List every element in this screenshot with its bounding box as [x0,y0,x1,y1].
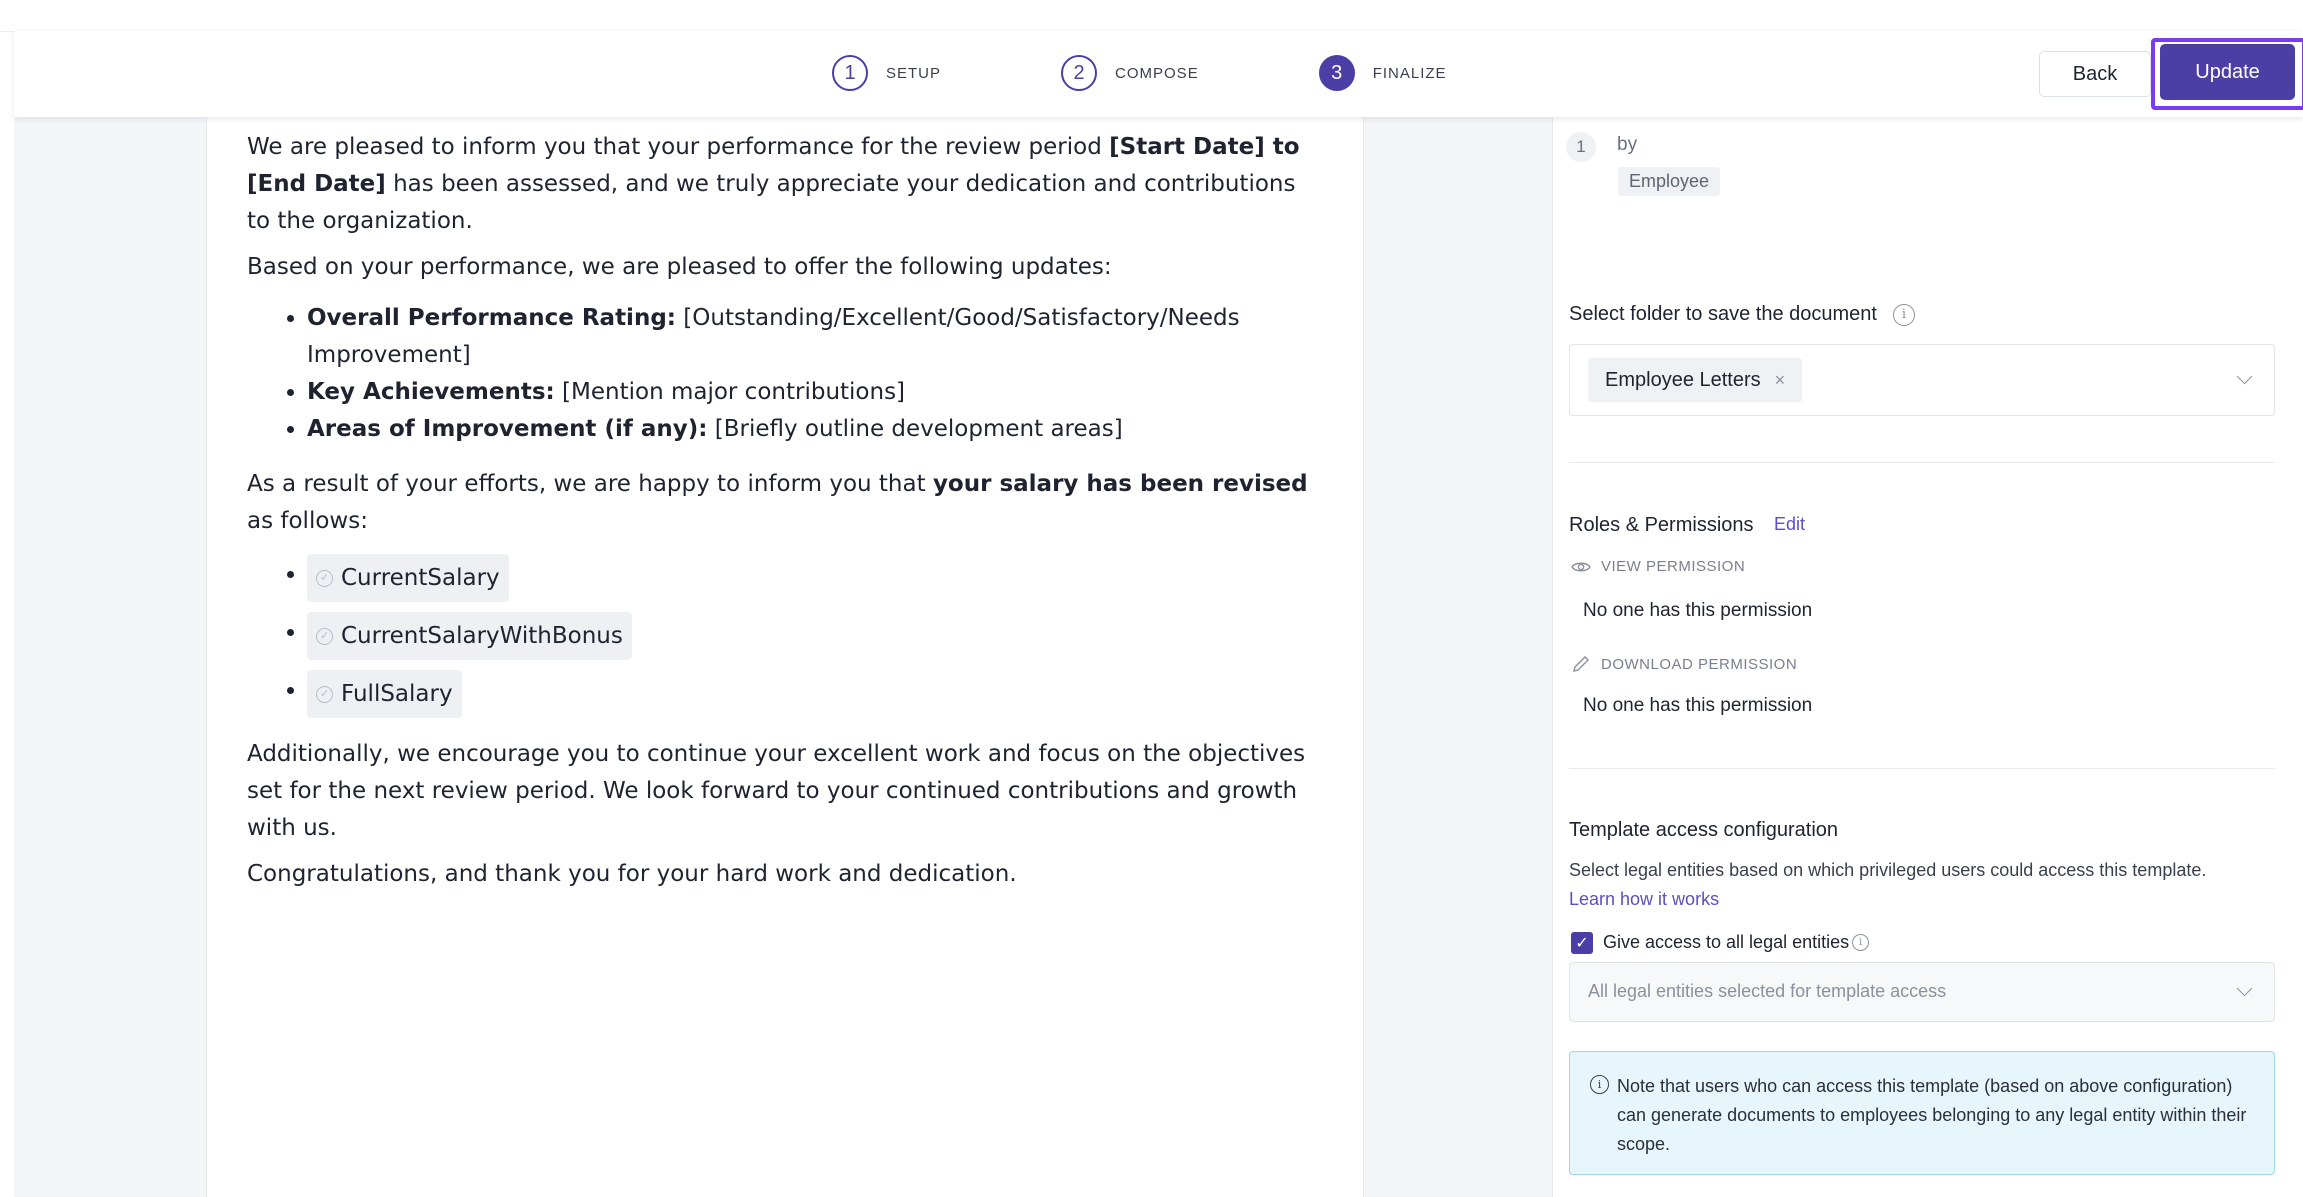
wizard-header [14,31,2303,117]
variable-chip-current-salary[interactable]: • ✓ CurrentSalary [307,554,509,602]
step-number: 2 [1061,55,1097,91]
divider [1569,768,2275,769]
list-item [307,554,1317,602]
legal-entities-placeholder: All legal entities selected for template access [1588,981,1947,1001]
signer-order-number: 1 [1566,132,1596,162]
folder-section-header [1569,303,1915,326]
check-circle-icon: • ✓ [316,628,333,645]
stepper [832,55,1447,91]
eye-icon [1571,560,1591,574]
step-number: 1 [832,55,868,91]
download-permission-value: No one has this permission [1583,695,1813,716]
learn-how-link[interactable]: Learn how it works [1569,889,1720,909]
review-period-placeholder: [Start Date] to [End Date] [247,134,1300,197]
paragraph-salary: As a result of your efforts, we are happy to inform you that your salary has been revised as follows: [247,471,1308,534]
paragraph-offer: Based on your performance, we are pleased to offer the following updates: [247,254,1112,280]
all-entities-checkbox[interactable]: ✓ [1571,932,1593,954]
list-item [307,612,1317,660]
variable-chip-full-salary[interactable]: • ✓ FullSalary [307,670,462,718]
view-permission-value: No one has this permission [1583,600,1813,621]
step-label: FINALIZE [1372,64,1447,82]
view-permission-label: VIEW PERMISSION [1571,558,1745,575]
permissions-edit-link[interactable]: Edit [1774,514,1806,534]
list-item: • Key Achievements: [Mention major contributions] [307,374,1317,411]
variable-chip-current-salary-with-bonus[interactable]: • ✓ CurrentSalaryWithBonus [307,612,632,660]
divider [1569,462,2275,463]
paragraph-congrats: Congratulations, and thank you for your hard work and dedication. [247,861,1017,887]
folder-chip [1588,358,1802,402]
step-number: 3 [1319,55,1355,91]
pencil-icon [1571,654,1591,674]
update-button[interactable]: Update [2160,44,2295,100]
top-strip [0,0,2303,32]
access-note-text: Note that users who can access this template (based on above configuration) can generate documents to employees belonging to any legal entity within their scope. [1617,1076,2247,1154]
document-page [206,31,1364,1197]
step-setup[interactable] [832,55,941,91]
list-item: • Overall Performance Rating: [Outstanding/Excellent/Good/Satisfactory/Needs Improvement] [307,300,1317,374]
info-icon[interactable]: i [1893,304,1915,326]
editor-canvas [14,31,2303,1197]
chevron-down-icon [2237,369,2253,385]
folder-chip-label: Employee Letters [1605,368,1761,391]
access-note [1569,1051,2275,1175]
signer-role-badge: Employee [1618,167,1720,196]
paragraph-closing: Additionally, we encourage you to continue your excellent work and focus on the objectives set for the next review period. We look forward to your continued contributions and growth with us. [247,741,1306,841]
info-icon[interactable]: i [1852,934,1869,951]
signer-by-label: by [1617,134,1638,155]
list-item [307,670,1317,718]
salary-variables-list [247,554,1317,718]
paragraph-intro: We are pleased to inform you that your performance for the review period [Start Date] to [End Date] has been assessed, and we truly appreciate your dedication and contributions to the organization. [247,134,1300,234]
step-label: SETUP [886,64,942,82]
all-entities-label: Give access to all legal entities i [1603,932,1869,953]
check-circle-icon: • ✓ [316,570,333,587]
template-access-description: Select legal entities based on which privileged users could access this template. Learn how it works [1569,860,2207,909]
document-body[interactable] [247,129,1317,902]
check-circle-icon: • ✓ [316,686,333,703]
back-button[interactable]: Back [2039,51,2151,97]
close-icon[interactable]: × [1774,369,1786,390]
step-label: COMPOSE [1115,64,1199,82]
chevron-down-icon [2237,981,2253,997]
info-icon: i [1590,1075,1609,1094]
template-access-title: Template access configuration [1569,819,1839,841]
folder-title: Select folder to save the document [1569,303,1877,325]
folder-select[interactable] [1569,344,2275,416]
step-finalize[interactable] [1319,55,1447,91]
legal-entities-select[interactable] [1569,962,2275,1022]
list-item: • Areas of Improvement (if any): [Briefly outline development areas] [307,411,1317,448]
step-compose[interactable] [1061,55,1199,91]
download-permission-label: DOWNLOAD PERMISSION [1571,654,1797,674]
updates-list [247,300,1317,448]
permissions-title: Roles & Permissions [1569,514,1754,536]
